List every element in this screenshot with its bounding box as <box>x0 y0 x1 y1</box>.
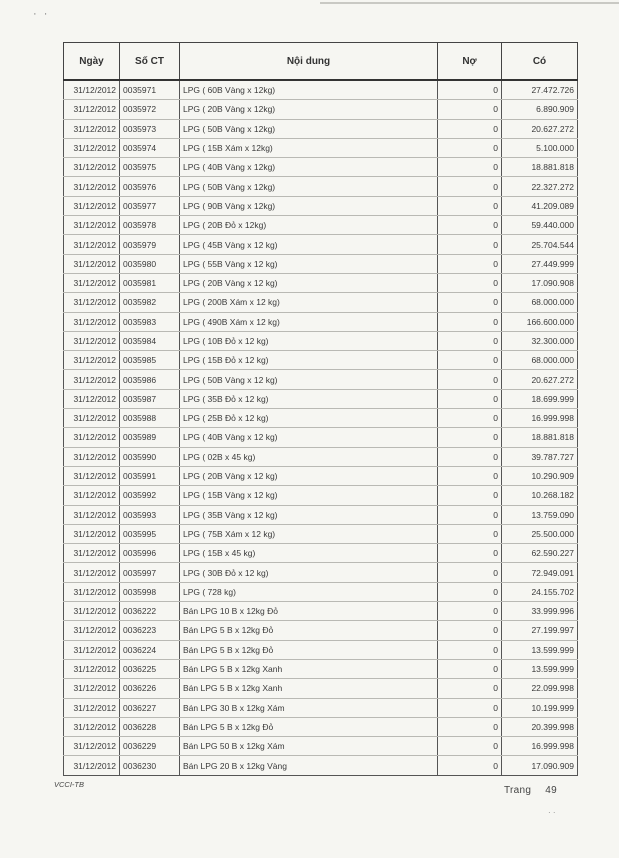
cell-debit: 0 <box>438 602 502 621</box>
table-row <box>64 698 578 717</box>
cell-credit: 59.440.000 <box>502 216 578 235</box>
cell-description: LPG ( 200B Xám x 12 kg) <box>180 293 438 312</box>
cell-description: Bán LPG 5 B x 12kg Đỏ <box>180 640 438 659</box>
table-row <box>64 235 578 254</box>
col-header-credit: Có <box>502 43 578 81</box>
cell-description: LPG ( 50B Vàng x 12 kg) <box>180 370 438 389</box>
cell-credit: 10.290.909 <box>502 466 578 485</box>
cell-date: 31/12/2012 <box>64 640 120 659</box>
cell-doc-no: 0036222 <box>120 602 180 621</box>
cell-doc-no: 0035973 <box>120 119 180 138</box>
cell-doc-no: 0035976 <box>120 177 180 196</box>
cell-doc-no: 0035980 <box>120 254 180 273</box>
cell-debit: 0 <box>438 331 502 350</box>
cell-credit: 18.699.999 <box>502 389 578 408</box>
cell-debit: 0 <box>438 466 502 485</box>
cell-description: Bán LPG 50 B x 12kg Xám <box>180 737 438 756</box>
cell-debit: 0 <box>438 544 502 563</box>
table-row <box>64 80 578 100</box>
cell-credit: 16.999.998 <box>502 737 578 756</box>
cell-date: 31/12/2012 <box>64 737 120 756</box>
cell-date: 31/12/2012 <box>64 544 120 563</box>
table-row <box>64 602 578 621</box>
cell-description: LPG ( 25B Đỏ x 12 kg) <box>180 409 438 428</box>
cell-description: LPG ( 15B x 45 kg) <box>180 544 438 563</box>
table-row <box>64 621 578 640</box>
cell-debit: 0 <box>438 428 502 447</box>
page-indicator <box>504 785 557 796</box>
table-row <box>64 409 578 428</box>
scan-speck: · · <box>33 8 50 20</box>
cell-debit: 0 <box>438 659 502 678</box>
cell-date: 31/12/2012 <box>64 177 120 196</box>
cell-credit: 22.327.272 <box>502 177 578 196</box>
cell-description: Bán LPG 5 B x 12kg Đỏ <box>180 621 438 640</box>
cell-date: 31/12/2012 <box>64 756 120 775</box>
cell-doc-no: 0035997 <box>120 563 180 582</box>
cell-date: 31/12/2012 <box>64 80 120 100</box>
scan-dots: · · <box>548 808 556 817</box>
cell-date: 31/12/2012 <box>64 158 120 177</box>
table-row <box>64 216 578 235</box>
cell-description: Bán LPG 20 B x 12kg Vàng <box>180 756 438 775</box>
cell-doc-no: 0036225 <box>120 659 180 678</box>
cell-credit: 20.627.272 <box>502 370 578 389</box>
cell-debit: 0 <box>438 312 502 331</box>
cell-doc-no: 0035983 <box>120 312 180 331</box>
cell-date: 31/12/2012 <box>64 312 120 331</box>
cell-credit: 6.890.909 <box>502 100 578 119</box>
cell-doc-no: 0036229 <box>120 737 180 756</box>
table-row <box>64 505 578 524</box>
cell-credit: 18.881.818 <box>502 428 578 447</box>
footer-code: VCCI-TB <box>54 780 84 789</box>
cell-doc-no: 0035971 <box>120 80 180 100</box>
cell-description: LPG ( 55B Vàng x 12 kg) <box>180 254 438 273</box>
cell-doc-no: 0035977 <box>120 196 180 215</box>
cell-debit: 0 <box>438 486 502 505</box>
cell-date: 31/12/2012 <box>64 138 120 157</box>
cell-description: LPG ( 15B Vàng x 12 kg) <box>180 486 438 505</box>
cell-doc-no: 0036224 <box>120 640 180 659</box>
cell-date: 31/12/2012 <box>64 216 120 235</box>
ledger-body <box>64 80 578 775</box>
cell-description: LPG ( 20B Vàng x 12 kg) <box>180 273 438 292</box>
table-row <box>64 524 578 543</box>
cell-credit: 166.600.000 <box>502 312 578 331</box>
cell-date: 31/12/2012 <box>64 621 120 640</box>
cell-debit: 0 <box>438 679 502 698</box>
table-row <box>64 158 578 177</box>
cell-doc-no: 0035972 <box>120 100 180 119</box>
table-row <box>64 737 578 756</box>
cell-credit: 17.090.908 <box>502 273 578 292</box>
cell-credit: 13.759.090 <box>502 505 578 524</box>
cell-credit: 22.099.998 <box>502 679 578 698</box>
cell-description: LPG ( 45B Vàng x 12 kg) <box>180 235 438 254</box>
cell-debit: 0 <box>438 447 502 466</box>
page-number: 49 <box>545 785 557 796</box>
table-row <box>64 389 578 408</box>
cell-date: 31/12/2012 <box>64 524 120 543</box>
table-row <box>64 544 578 563</box>
cell-credit: 32.300.000 <box>502 331 578 350</box>
table-row <box>64 447 578 466</box>
cell-doc-no: 0035991 <box>120 466 180 485</box>
cell-description: LPG ( 10B Đỏ x 12 kg) <box>180 331 438 350</box>
table-row <box>64 466 578 485</box>
cell-credit: 27.449.999 <box>502 254 578 273</box>
cell-doc-no: 0036223 <box>120 621 180 640</box>
col-header-debit: Nợ <box>438 43 502 81</box>
cell-doc-no: 0035978 <box>120 216 180 235</box>
cell-doc-no: 0035988 <box>120 409 180 428</box>
cell-date: 31/12/2012 <box>64 505 120 524</box>
col-header-doc-no: Số CT <box>120 43 180 81</box>
table-row <box>64 312 578 331</box>
cell-credit: 20.399.998 <box>502 717 578 736</box>
cell-description: LPG ( 20B Vàng x 12kg) <box>180 100 438 119</box>
cell-credit: 41.209.089 <box>502 196 578 215</box>
cell-description: Bán LPG 30 B x 12kg Xám <box>180 698 438 717</box>
ledger-table <box>63 42 578 776</box>
cell-credit: 27.199.997 <box>502 621 578 640</box>
cell-doc-no: 0035996 <box>120 544 180 563</box>
table-row <box>64 196 578 215</box>
cell-doc-no: 0035975 <box>120 158 180 177</box>
cell-doc-no: 0035998 <box>120 582 180 601</box>
cell-description: LPG ( 75B Xám x 12 kg) <box>180 524 438 543</box>
cell-doc-no: 0035995 <box>120 524 180 543</box>
cell-date: 31/12/2012 <box>64 717 120 736</box>
cell-doc-no: 0035993 <box>120 505 180 524</box>
cell-credit: 25.500.000 <box>502 524 578 543</box>
cell-credit: 39.787.727 <box>502 447 578 466</box>
cell-date: 31/12/2012 <box>64 370 120 389</box>
cell-date: 31/12/2012 <box>64 659 120 678</box>
cell-doc-no: 0035982 <box>120 293 180 312</box>
cell-date: 31/12/2012 <box>64 293 120 312</box>
cell-debit: 0 <box>438 717 502 736</box>
cell-description: LPG ( 35B Vàng x 12 kg) <box>180 505 438 524</box>
cell-debit: 0 <box>438 640 502 659</box>
table-row <box>64 640 578 659</box>
table-row <box>64 679 578 698</box>
cell-debit: 0 <box>438 409 502 428</box>
cell-doc-no: 0035984 <box>120 331 180 350</box>
cell-credit: 68.000.000 <box>502 293 578 312</box>
cell-debit: 0 <box>438 119 502 138</box>
cell-credit: 13.599.999 <box>502 640 578 659</box>
cell-date: 31/12/2012 <box>64 235 120 254</box>
cell-credit: 68.000.000 <box>502 351 578 370</box>
cell-credit: 33.999.996 <box>502 602 578 621</box>
cell-date: 31/12/2012 <box>64 331 120 350</box>
cell-date: 31/12/2012 <box>64 698 120 717</box>
cell-description: Bán LPG 10 B x 12kg Đỏ <box>180 602 438 621</box>
cell-description: LPG ( 60B Vàng x 12kg) <box>180 80 438 100</box>
cell-credit: 16.999.998 <box>502 409 578 428</box>
cell-date: 31/12/2012 <box>64 254 120 273</box>
cell-description: LPG ( 50B Vàng x 12kg) <box>180 119 438 138</box>
cell-credit: 72.949.091 <box>502 563 578 582</box>
cell-debit: 0 <box>438 235 502 254</box>
table-row <box>64 100 578 119</box>
page-label: Trang <box>504 785 532 796</box>
table-row <box>64 138 578 157</box>
table-row <box>64 293 578 312</box>
cell-description: LPG ( 35B Đỏ x 12 kg) <box>180 389 438 408</box>
cell-description: LPG ( 40B Vàng x 12 kg) <box>180 428 438 447</box>
header-row <box>64 43 578 81</box>
cell-description: LPG ( 40B Vàng x 12kg) <box>180 158 438 177</box>
cell-debit: 0 <box>438 505 502 524</box>
cell-doc-no: 0036226 <box>120 679 180 698</box>
cell-description: LPG ( 20B Vàng x 12 kg) <box>180 466 438 485</box>
cell-credit: 27.472.726 <box>502 80 578 100</box>
table-row <box>64 659 578 678</box>
cell-debit: 0 <box>438 216 502 235</box>
cell-doc-no: 0036228 <box>120 717 180 736</box>
table-row <box>64 486 578 505</box>
cell-doc-no: 0035981 <box>120 273 180 292</box>
cell-credit: 5.100.000 <box>502 138 578 157</box>
cell-debit: 0 <box>438 698 502 717</box>
cell-debit: 0 <box>438 80 502 100</box>
table-row <box>64 351 578 370</box>
cell-description: LPG ( 728 kg) <box>180 582 438 601</box>
cell-debit: 0 <box>438 138 502 157</box>
cell-credit: 13.599.999 <box>502 659 578 678</box>
cell-credit: 18.881.818 <box>502 158 578 177</box>
table-row <box>64 370 578 389</box>
table-row <box>64 119 578 138</box>
cell-description: LPG ( 20B Đỏ x 12kg) <box>180 216 438 235</box>
cell-description: LPG ( 15B Xám x 12kg) <box>180 138 438 157</box>
cell-date: 31/12/2012 <box>64 582 120 601</box>
cell-doc-no: 0035979 <box>120 235 180 254</box>
cell-doc-no: 0035987 <box>120 389 180 408</box>
cell-debit: 0 <box>438 582 502 601</box>
cell-debit: 0 <box>438 351 502 370</box>
scan-edge-line <box>320 2 619 4</box>
cell-debit: 0 <box>438 621 502 640</box>
cell-credit: 10.268.182 <box>502 486 578 505</box>
cell-date: 31/12/2012 <box>64 351 120 370</box>
cell-debit: 0 <box>438 524 502 543</box>
cell-description: LPG ( 15B Đỏ x 12 kg) <box>180 351 438 370</box>
table-row <box>64 331 578 350</box>
cell-credit: 17.090.909 <box>502 756 578 775</box>
cell-description: Bán LPG 5 B x 12kg Xanh <box>180 679 438 698</box>
cell-date: 31/12/2012 <box>64 563 120 582</box>
cell-doc-no: 0035974 <box>120 138 180 157</box>
cell-date: 31/12/2012 <box>64 196 120 215</box>
col-header-content: Nội dung <box>180 43 438 81</box>
cell-description: Bán LPG 5 B x 12kg Xanh <box>180 659 438 678</box>
cell-debit: 0 <box>438 100 502 119</box>
cell-credit: 62.590.227 <box>502 544 578 563</box>
cell-debit: 0 <box>438 177 502 196</box>
table-row <box>64 428 578 447</box>
cell-debit: 0 <box>438 389 502 408</box>
table-row <box>64 563 578 582</box>
cell-date: 31/12/2012 <box>64 486 120 505</box>
cell-debit: 0 <box>438 254 502 273</box>
cell-description: LPG ( 490B Xám x 12 kg) <box>180 312 438 331</box>
cell-description: LPG ( 50B Vàng x 12kg) <box>180 177 438 196</box>
cell-date: 31/12/2012 <box>64 602 120 621</box>
table-row <box>64 717 578 736</box>
cell-description: Bán LPG 5 B x 12kg Đỏ <box>180 717 438 736</box>
cell-credit: 25.704.544 <box>502 235 578 254</box>
cell-doc-no: 0035990 <box>120 447 180 466</box>
cell-doc-no: 0035992 <box>120 486 180 505</box>
cell-date: 31/12/2012 <box>64 100 120 119</box>
cell-credit: 10.199.999 <box>502 698 578 717</box>
cell-date: 31/12/2012 <box>64 679 120 698</box>
cell-date: 31/12/2012 <box>64 119 120 138</box>
cell-debit: 0 <box>438 273 502 292</box>
cell-credit: 24.155.702 <box>502 582 578 601</box>
col-header-date: Ngày <box>64 43 120 81</box>
table-row <box>64 177 578 196</box>
cell-date: 31/12/2012 <box>64 466 120 485</box>
cell-debit: 0 <box>438 737 502 756</box>
cell-debit: 0 <box>438 563 502 582</box>
cell-debit: 0 <box>438 196 502 215</box>
table-row <box>64 756 578 775</box>
cell-description: LPG ( 30B Đỏ x 12 kg) <box>180 563 438 582</box>
cell-debit: 0 <box>438 370 502 389</box>
table-row <box>64 582 578 601</box>
cell-debit: 0 <box>438 756 502 775</box>
cell-doc-no: 0035985 <box>120 351 180 370</box>
table-row <box>64 273 578 292</box>
cell-doc-no: 0035989 <box>120 428 180 447</box>
cell-debit: 0 <box>438 293 502 312</box>
cell-description: LPG ( 90B Vàng x 12kg) <box>180 196 438 215</box>
cell-date: 31/12/2012 <box>64 273 120 292</box>
cell-date: 31/12/2012 <box>64 389 120 408</box>
table-row <box>64 254 578 273</box>
cell-credit: 20.627.272 <box>502 119 578 138</box>
cell-date: 31/12/2012 <box>64 447 120 466</box>
cell-doc-no: 0036230 <box>120 756 180 775</box>
cell-description: LPG ( 02B x 45 kg) <box>180 447 438 466</box>
cell-doc-no: 0036227 <box>120 698 180 717</box>
cell-debit: 0 <box>438 158 502 177</box>
cell-date: 31/12/2012 <box>64 409 120 428</box>
cell-date: 31/12/2012 <box>64 428 120 447</box>
cell-doc-no: 0035986 <box>120 370 180 389</box>
